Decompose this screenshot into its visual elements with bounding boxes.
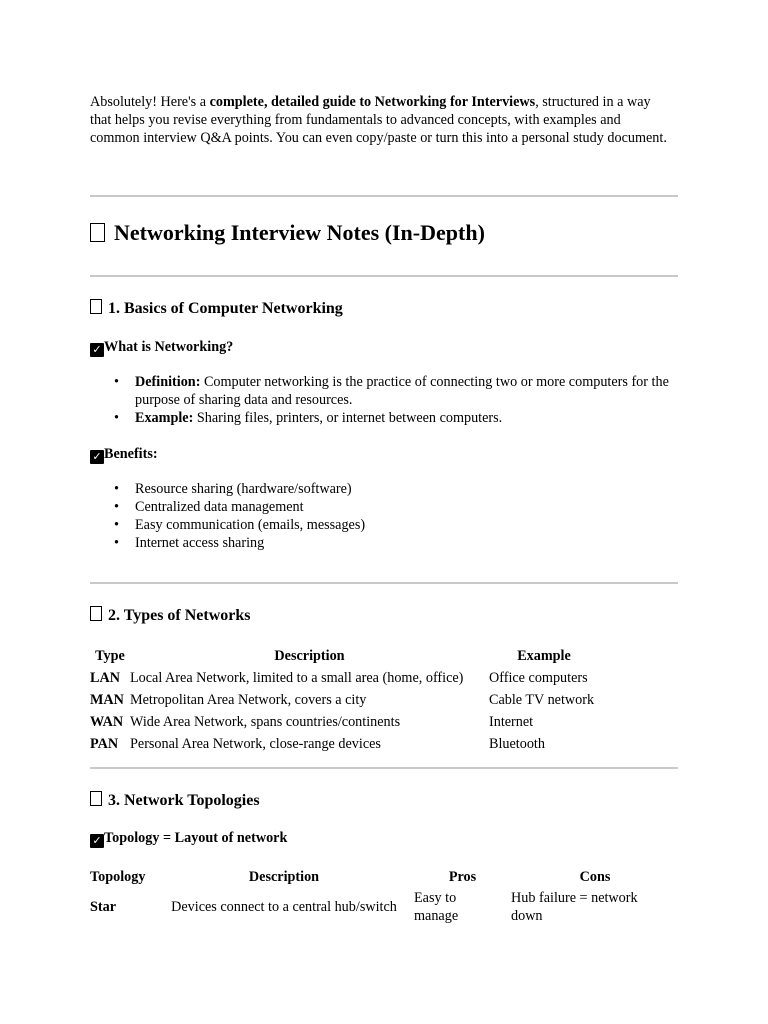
- table-row: [90, 888, 679, 926]
- section-heading-types: [90, 606, 251, 626]
- intro-bold: complete, detailed guide to Networking for Interviews: [209, 94, 536, 110]
- list-item-label: Definition:: [135, 374, 201, 390]
- list-item-text: Computer networking is the practice of connecting two or more computers for the purpose of sharing data and resources.: [135, 374, 669, 408]
- network-types-table: [90, 645, 599, 755]
- bullet-icon: •: [114, 535, 119, 551]
- column-header-description: Description: [274, 648, 345, 664]
- table-row: [90, 733, 599, 755]
- missing-glyph-box-icon: [90, 791, 102, 806]
- benefits-list: [90, 480, 670, 552]
- table-row: [90, 689, 599, 711]
- cell-cons-text: Hub failure = network down: [511, 890, 638, 924]
- section-heading-text: 3. Network Topologies: [108, 792, 260, 809]
- page-title-text: Networking Interview Notes (In-Depth): [114, 220, 485, 245]
- cell-description: Metropolitan Area Network, covers a city: [130, 692, 367, 708]
- bullet-icon: •: [114, 374, 119, 390]
- topologies-table: [90, 866, 679, 926]
- list-item-text: Sharing files, printers, or internet between computers.: [193, 410, 503, 426]
- check-mark-icon: ✓: [90, 343, 104, 357]
- column-header-topology: Topology: [90, 869, 146, 885]
- cell-type: WAN: [90, 714, 124, 730]
- cell-type: PAN: [90, 736, 119, 752]
- intro-pre: Absolutely! Here's a: [90, 94, 210, 110]
- list-item-text: Resource sharing (hardware/software): [135, 481, 352, 497]
- bullet-icon: •: [114, 499, 119, 515]
- table-row: [90, 667, 599, 689]
- divider: [90, 582, 678, 584]
- bullet-icon: •: [114, 481, 119, 497]
- list-item: [90, 373, 670, 409]
- cell-description: Local Area Network, limited to a small area (home, office): [130, 670, 464, 686]
- section-heading-text: 1. Basics of Computer Networking: [108, 300, 343, 317]
- cell-example: Office computers: [489, 670, 588, 686]
- check-mark-icon: ✓: [90, 450, 104, 464]
- what-is-networking-list: [90, 373, 670, 427]
- cell-cons: [511, 888, 679, 926]
- list-item: [90, 409, 670, 427]
- cell-description: Wide Area Network, spans countries/continents: [130, 714, 401, 730]
- column-header-type: Type: [95, 648, 125, 664]
- list-item: [90, 480, 670, 498]
- section-heading-basics: [90, 299, 343, 319]
- table-header-row: [90, 866, 679, 888]
- bullet-icon: •: [114, 410, 119, 426]
- column-header-description: Description: [248, 869, 320, 885]
- cell-description: Devices connect to a central hub/switch: [171, 899, 397, 915]
- list-item-label: Example:: [135, 410, 194, 426]
- cell-pros: [414, 888, 511, 926]
- list-item: [90, 498, 670, 516]
- subheading-benefits: [90, 445, 158, 464]
- bullet-icon: •: [114, 517, 119, 533]
- subheading-text: Benefits:: [104, 446, 158, 462]
- cell-topology: Star: [90, 899, 117, 915]
- cell-type: LAN: [90, 670, 120, 686]
- list-item: [90, 534, 670, 552]
- table-row: [90, 711, 599, 733]
- list-item-text: Centralized data management: [135, 499, 304, 515]
- table-header-row: [90, 645, 599, 667]
- section-heading-text: 2. Types of Networks: [108, 607, 251, 624]
- list-item: [90, 516, 670, 534]
- check-mark-icon: ✓: [90, 834, 104, 848]
- cell-example: Internet: [489, 714, 534, 730]
- cell-description: Personal Area Network, close-range devices: [130, 736, 381, 752]
- list-item-text: Internet access sharing: [135, 535, 265, 551]
- divider: [90, 767, 678, 769]
- missing-glyph-box-icon: [90, 606, 102, 621]
- column-header-example: Example: [517, 648, 571, 664]
- cell-example: Cable TV network: [489, 692, 595, 708]
- intro-post: , structured in a way that helps you revise everything from fundamentals to advanced concepts, with examples and common interview Q&A points. You can even copy/paste or turn this into a personal study document.: [90, 94, 667, 146]
- missing-glyph-box-icon: [90, 223, 105, 242]
- cell-type: MAN: [90, 692, 124, 708]
- list-item-text: Easy communication (emails, messages): [135, 517, 366, 533]
- missing-glyph-box-icon: [90, 299, 102, 314]
- divider: [90, 195, 678, 197]
- page-title: [90, 219, 485, 247]
- subheading-what-is-networking: [90, 338, 233, 357]
- subheading-text: What is Networking?: [104, 339, 234, 355]
- divider: [90, 275, 678, 277]
- cell-example: Bluetooth: [489, 736, 545, 752]
- subheading-text: Topology = Layout of network: [104, 830, 288, 846]
- subheading-topology-layout: [90, 829, 287, 848]
- cell-pros-text: Easy to manage: [414, 890, 459, 924]
- section-heading-topologies: [90, 791, 260, 811]
- column-header-pros: Pros: [448, 869, 477, 885]
- column-header-cons: Cons: [579, 869, 611, 885]
- intro-paragraph: [90, 93, 670, 147]
